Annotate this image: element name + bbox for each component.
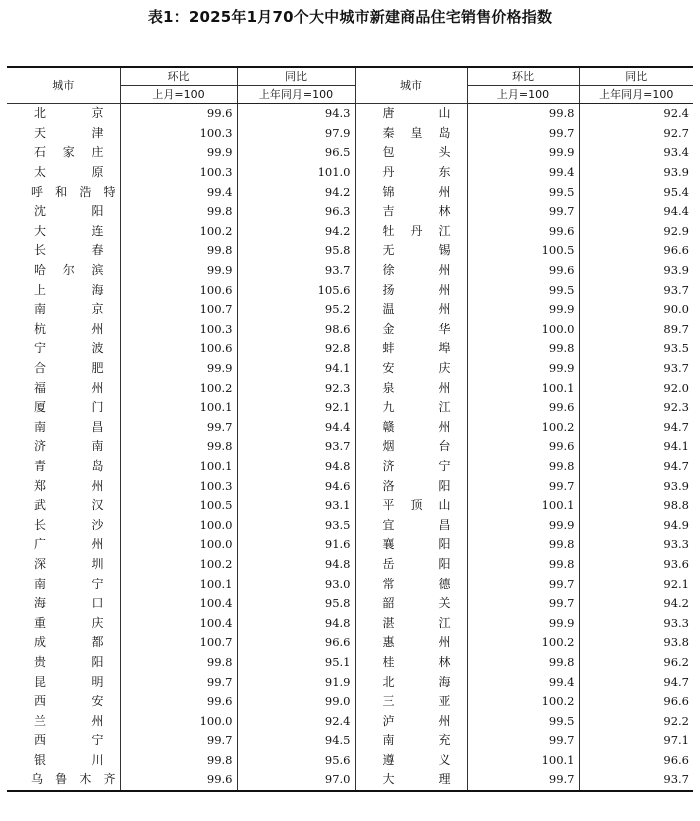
city-name-left: 石家庄 (7, 143, 120, 163)
city-name-right: 唐山 (355, 104, 467, 124)
city-name-left: 西安 (7, 692, 120, 712)
yoy-index-value-right: 92.7 (579, 124, 693, 144)
table-row (7, 496, 693, 516)
mom-index-value-left: 100.7 (120, 633, 237, 653)
yoy-index-value-left: 95.2 (237, 300, 355, 320)
header-city-right: 城市 (355, 67, 467, 104)
mom-index-value-right: 99.7 (467, 124, 579, 144)
mom-index-value-right: 99.9 (467, 359, 579, 379)
city-name-left: 呼和浩特 (7, 182, 120, 202)
table-row (7, 751, 693, 771)
city-name-right: 九江 (355, 398, 467, 418)
mom-index-value-right: 99.8 (467, 339, 579, 359)
yoy-index-value-left: 93.0 (237, 574, 355, 594)
yoy-index-value-left: 97.0 (237, 770, 355, 791)
yoy-index-value-left: 92.4 (237, 711, 355, 731)
mom-index-value-left: 99.8 (120, 437, 237, 457)
yoy-index-value-right: 89.7 (579, 320, 693, 340)
mom-index-value-left: 100.4 (120, 594, 237, 614)
mom-index-value-right: 99.8 (467, 457, 579, 477)
city-name-right: 三亚 (355, 692, 467, 712)
yoy-index-value-left: 92.8 (237, 339, 355, 359)
yoy-index-value-left: 93.7 (237, 437, 355, 457)
mom-index-value-left: 99.6 (120, 770, 237, 791)
yoy-index-value-right: 93.5 (579, 339, 693, 359)
mom-index-value-left: 99.7 (120, 418, 237, 438)
city-name-right: 金华 (355, 320, 467, 340)
price-index-table (7, 66, 693, 792)
yoy-index-value-right: 97.1 (579, 731, 693, 751)
mom-index-value-right: 99.6 (467, 437, 579, 457)
mom-index-value-right: 99.8 (467, 104, 579, 124)
yoy-index-value-left: 94.2 (237, 222, 355, 242)
table-row (7, 711, 693, 731)
mom-index-value-right: 99.6 (467, 398, 579, 418)
city-name-right: 徐州 (355, 261, 467, 281)
header-yoy-right: 同比 (579, 67, 693, 86)
mom-index-value-left: 99.8 (120, 241, 237, 261)
table-row (7, 104, 693, 124)
city-name-left: 北京 (7, 104, 120, 124)
yoy-index-value-right: 92.1 (579, 574, 693, 594)
city-name-left: 哈尔滨 (7, 261, 120, 281)
yoy-index-value-left: 94.8 (237, 457, 355, 477)
yoy-index-value-left: 94.4 (237, 418, 355, 438)
mom-index-value-right: 99.5 (467, 182, 579, 202)
city-name-right: 惠州 (355, 633, 467, 653)
mom-index-value-left: 100.0 (120, 711, 237, 731)
yoy-index-value-right: 94.7 (579, 418, 693, 438)
mom-index-value-left: 100.1 (120, 457, 237, 477)
city-name-left: 南京 (7, 300, 120, 320)
mom-index-value-left: 99.8 (120, 653, 237, 673)
city-name-right: 济宁 (355, 457, 467, 477)
yoy-index-value-right: 94.4 (579, 202, 693, 222)
yoy-index-value-left: 94.6 (237, 476, 355, 496)
table-row (7, 339, 693, 359)
yoy-index-value-right: 96.6 (579, 692, 693, 712)
mom-index-value-right: 99.5 (467, 280, 579, 300)
table-row (7, 280, 693, 300)
yoy-index-value-left: 91.9 (237, 672, 355, 692)
city-name-left: 兰州 (7, 711, 120, 731)
table-row (7, 535, 693, 555)
yoy-index-value-left: 97.9 (237, 124, 355, 144)
mom-index-value-right: 99.7 (467, 770, 579, 791)
yoy-index-value-left: 95.8 (237, 594, 355, 614)
city-name-right: 宜昌 (355, 515, 467, 535)
yoy-index-value-right: 94.9 (579, 515, 693, 535)
city-name-right: 遵义 (355, 751, 467, 771)
mom-index-value-left: 100.1 (120, 574, 237, 594)
table-row (7, 633, 693, 653)
mom-index-value-right: 99.5 (467, 711, 579, 731)
city-name-right: 北海 (355, 672, 467, 692)
mom-index-value-right: 99.9 (467, 300, 579, 320)
table-row (7, 320, 693, 340)
mom-index-value-left: 100.3 (120, 320, 237, 340)
city-name-right: 温州 (355, 300, 467, 320)
mom-index-value-left: 100.2 (120, 378, 237, 398)
yoy-index-value-left: 95.6 (237, 751, 355, 771)
yoy-index-value-right: 94.7 (579, 672, 693, 692)
yoy-index-value-right: 94.2 (579, 594, 693, 614)
mom-index-value-left: 100.5 (120, 496, 237, 516)
yoy-index-value-right: 93.3 (579, 535, 693, 555)
mom-index-value-left: 99.9 (120, 261, 237, 281)
yoy-index-value-left: 93.7 (237, 261, 355, 281)
yoy-index-value-right: 92.2 (579, 711, 693, 731)
yoy-index-value-right: 93.8 (579, 633, 693, 653)
city-name-left: 乌鲁木齐 (7, 770, 120, 791)
table-row (7, 555, 693, 575)
yoy-index-value-right: 92.9 (579, 222, 693, 242)
city-name-left: 杭州 (7, 320, 120, 340)
yoy-index-value-left: 94.2 (237, 182, 355, 202)
yoy-index-value-left: 95.1 (237, 653, 355, 673)
yoy-index-value-right: 96.6 (579, 751, 693, 771)
table-row (7, 202, 693, 222)
yoy-index-value-right: 92.4 (579, 104, 693, 124)
mom-index-value-right: 100.2 (467, 692, 579, 712)
city-name-left: 银川 (7, 751, 120, 771)
city-name-left: 上海 (7, 280, 120, 300)
city-name-left: 厦门 (7, 398, 120, 418)
city-name-right: 泉州 (355, 378, 467, 398)
mom-index-value-right: 99.7 (467, 574, 579, 594)
mom-index-value-right: 100.5 (467, 241, 579, 261)
yoy-index-value-left: 92.3 (237, 378, 355, 398)
city-name-right: 锦州 (355, 182, 467, 202)
city-name-right: 湛江 (355, 613, 467, 633)
city-name-left: 深圳 (7, 555, 120, 575)
table-row (7, 692, 693, 712)
mom-index-value-left: 100.3 (120, 163, 237, 183)
yoy-index-value-left: 96.6 (237, 633, 355, 653)
city-name-right: 无锡 (355, 241, 467, 261)
mom-index-value-left: 99.6 (120, 104, 237, 124)
table-row (7, 613, 693, 633)
city-name-left: 广州 (7, 535, 120, 555)
header-yoy-base-right: 上年同月=100 (579, 86, 693, 104)
table-row (7, 300, 693, 320)
table-row (7, 476, 693, 496)
mom-index-value-left: 100.3 (120, 476, 237, 496)
mom-index-value-left: 100.6 (120, 339, 237, 359)
mom-index-value-left: 99.4 (120, 182, 237, 202)
table-row (7, 143, 693, 163)
yoy-index-value-left: 91.6 (237, 535, 355, 555)
table-body (7, 104, 693, 791)
table-row (7, 731, 693, 751)
mom-index-value-right: 99.8 (467, 535, 579, 555)
city-name-right: 韶关 (355, 594, 467, 614)
header-mom-base-right: 上月=100 (467, 86, 579, 104)
table-row (7, 241, 693, 261)
mom-index-value-left: 99.8 (120, 202, 237, 222)
table-row (7, 457, 693, 477)
city-name-left: 宁波 (7, 339, 120, 359)
yoy-index-value-left: 94.8 (237, 613, 355, 633)
mom-index-value-left: 99.9 (120, 143, 237, 163)
city-name-right: 包头 (355, 143, 467, 163)
yoy-index-value-left: 92.1 (237, 398, 355, 418)
table-row (7, 437, 693, 457)
yoy-index-value-right: 93.7 (579, 770, 693, 791)
mom-index-value-left: 99.7 (120, 731, 237, 751)
mom-index-value-left: 100.2 (120, 222, 237, 242)
mom-index-value-left: 100.4 (120, 613, 237, 633)
header-city-left: 城市 (7, 67, 120, 104)
city-name-left: 天津 (7, 124, 120, 144)
table-row (7, 770, 693, 791)
yoy-index-value-right: 92.3 (579, 398, 693, 418)
mom-index-value-right: 99.9 (467, 613, 579, 633)
yoy-index-value-left: 101.0 (237, 163, 355, 183)
city-name-left: 海口 (7, 594, 120, 614)
table-row (7, 672, 693, 692)
city-name-left: 郑州 (7, 476, 120, 496)
table-title: 表1：2025年1月70个大中城市新建商品住宅销售价格指数 (147, 8, 553, 26)
mom-index-value-right: 99.6 (467, 222, 579, 242)
city-name-right: 常德 (355, 574, 467, 594)
city-name-right: 桂林 (355, 653, 467, 673)
yoy-index-value-right: 94.7 (579, 457, 693, 477)
city-name-right: 扬州 (355, 280, 467, 300)
yoy-index-value-right: 96.6 (579, 241, 693, 261)
city-name-left: 南宁 (7, 574, 120, 594)
city-name-left: 南昌 (7, 418, 120, 438)
city-name-right: 襄阳 (355, 535, 467, 555)
yoy-index-value-right: 93.9 (579, 163, 693, 183)
city-name-right: 平顶山 (355, 496, 467, 516)
mom-index-value-left: 100.6 (120, 280, 237, 300)
city-name-right: 大理 (355, 770, 467, 791)
yoy-index-value-left: 94.5 (237, 731, 355, 751)
city-name-left: 合肥 (7, 359, 120, 379)
table-row (7, 359, 693, 379)
city-name-left: 昆明 (7, 672, 120, 692)
table-row (7, 378, 693, 398)
mom-index-value-right: 99.4 (467, 163, 579, 183)
yoy-index-value-right: 94.1 (579, 437, 693, 457)
city-name-left: 成都 (7, 633, 120, 653)
yoy-index-value-left: 93.5 (237, 515, 355, 535)
city-name-right: 南充 (355, 731, 467, 751)
table-row (7, 261, 693, 281)
yoy-index-value-right: 93.9 (579, 261, 693, 281)
city-name-left: 长春 (7, 241, 120, 261)
city-name-left: 福州 (7, 378, 120, 398)
mom-index-value-right: 99.7 (467, 202, 579, 222)
city-name-right: 赣州 (355, 418, 467, 438)
city-name-right: 丹东 (355, 163, 467, 183)
yoy-index-value-left: 94.8 (237, 555, 355, 575)
header-mom-right: 环比 (467, 67, 579, 86)
city-name-left: 武汉 (7, 496, 120, 516)
yoy-index-value-right: 95.4 (579, 182, 693, 202)
city-name-left: 西宁 (7, 731, 120, 751)
mom-index-value-left: 100.2 (120, 555, 237, 575)
city-name-right: 牡丹江 (355, 222, 467, 242)
mom-index-value-right: 99.4 (467, 672, 579, 692)
city-name-left: 大连 (7, 222, 120, 242)
city-name-right: 烟台 (355, 437, 467, 457)
mom-index-value-right: 99.7 (467, 731, 579, 751)
yoy-index-value-left: 99.0 (237, 692, 355, 712)
city-name-right: 岳阳 (355, 555, 467, 575)
table-row (7, 515, 693, 535)
mom-index-value-left: 99.9 (120, 359, 237, 379)
mom-index-value-left: 100.0 (120, 515, 237, 535)
table-row (7, 222, 693, 242)
yoy-index-value-left: 105.6 (237, 280, 355, 300)
yoy-index-value-right: 92.0 (579, 378, 693, 398)
yoy-index-value-right: 93.7 (579, 359, 693, 379)
mom-index-value-left: 100.0 (120, 535, 237, 555)
mom-index-value-right: 99.7 (467, 594, 579, 614)
yoy-index-value-left: 94.3 (237, 104, 355, 124)
yoy-index-value-right: 93.9 (579, 476, 693, 496)
city-name-left: 济南 (7, 437, 120, 457)
city-name-right: 蚌埠 (355, 339, 467, 359)
header-yoy-base-left: 上年同月=100 (237, 86, 355, 104)
city-name-left: 重庆 (7, 613, 120, 633)
mom-index-value-right: 100.2 (467, 418, 579, 438)
mom-index-value-right: 100.1 (467, 378, 579, 398)
mom-index-value-right: 100.0 (467, 320, 579, 340)
table-row (7, 418, 693, 438)
city-name-right: 安庆 (355, 359, 467, 379)
yoy-index-value-right: 93.3 (579, 613, 693, 633)
city-name-right: 泸州 (355, 711, 467, 731)
mom-index-value-left: 100.7 (120, 300, 237, 320)
yoy-index-value-right: 98.8 (579, 496, 693, 516)
yoy-index-value-left: 94.1 (237, 359, 355, 379)
table-row (7, 653, 693, 673)
table-row (7, 574, 693, 594)
city-name-left: 沈阳 (7, 202, 120, 222)
yoy-index-value-right: 93.4 (579, 143, 693, 163)
mom-index-value-right: 99.9 (467, 515, 579, 535)
yoy-index-value-right: 93.6 (579, 555, 693, 575)
city-name-left: 长沙 (7, 515, 120, 535)
yoy-index-value-left: 95.8 (237, 241, 355, 261)
yoy-index-value-right: 93.7 (579, 280, 693, 300)
mom-index-value-left: 99.8 (120, 751, 237, 771)
mom-index-value-left: 100.1 (120, 398, 237, 418)
yoy-index-value-right: 90.0 (579, 300, 693, 320)
table-row (7, 124, 693, 144)
city-name-left: 太原 (7, 163, 120, 183)
city-name-right: 秦皇岛 (355, 124, 467, 144)
header-mom-base-left: 上月=100 (120, 86, 237, 104)
mom-index-value-left: 100.3 (120, 124, 237, 144)
table-row (7, 163, 693, 183)
yoy-index-value-left: 96.5 (237, 143, 355, 163)
yoy-index-value-left: 98.6 (237, 320, 355, 340)
header-mom-left: 环比 (120, 67, 237, 86)
mom-index-value-left: 99.7 (120, 672, 237, 692)
mom-index-value-right: 100.1 (467, 496, 579, 516)
mom-index-value-right: 99.7 (467, 476, 579, 496)
city-name-right: 吉林 (355, 202, 467, 222)
mom-index-value-right: 99.9 (467, 143, 579, 163)
mom-index-value-right: 99.8 (467, 653, 579, 673)
mom-index-value-right: 100.2 (467, 633, 579, 653)
mom-index-value-right: 99.6 (467, 261, 579, 281)
city-name-right: 洛阳 (355, 476, 467, 496)
mom-index-value-right: 100.1 (467, 751, 579, 771)
city-name-left: 贵阳 (7, 653, 120, 673)
mom-index-value-right: 99.8 (467, 555, 579, 575)
yoy-index-value-left: 93.1 (237, 496, 355, 516)
table-row (7, 594, 693, 614)
header-yoy-left: 同比 (237, 67, 355, 86)
table-row (7, 398, 693, 418)
table-row (7, 182, 693, 202)
city-name-left: 青岛 (7, 457, 120, 477)
yoy-index-value-right: 96.2 (579, 653, 693, 673)
mom-index-value-left: 99.6 (120, 692, 237, 712)
yoy-index-value-left: 96.3 (237, 202, 355, 222)
